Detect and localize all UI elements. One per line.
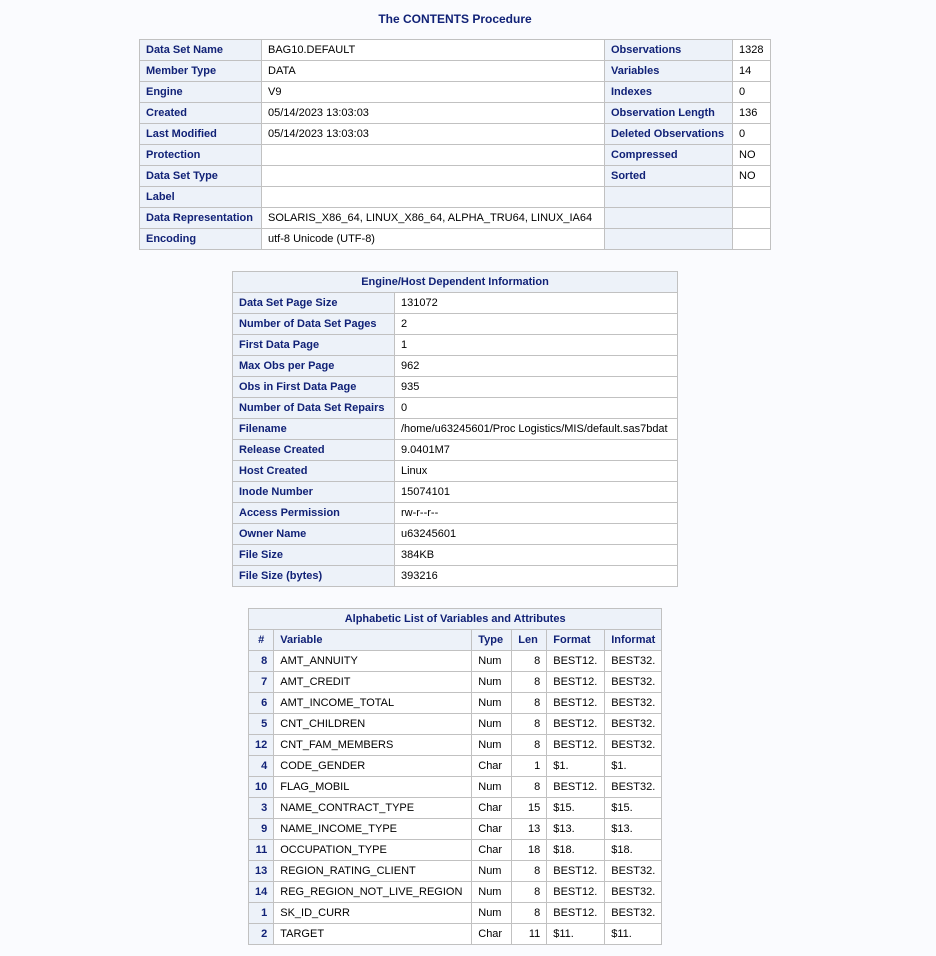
attribute-value-2: NO bbox=[733, 166, 771, 187]
engine-label: Data Set Page Size bbox=[233, 293, 395, 314]
variable-name: FLAG_MOBIL bbox=[274, 777, 472, 798]
engine-row bbox=[233, 314, 678, 335]
attribute-value-2: 0 bbox=[733, 82, 771, 103]
attribute-label: Encoding bbox=[140, 229, 262, 250]
attribute-label-2 bbox=[605, 187, 733, 208]
variable-format: BEST12. bbox=[547, 651, 605, 672]
variable-number: 9 bbox=[249, 819, 274, 840]
attribute-value: utf-8 Unicode (UTF-8) bbox=[262, 229, 605, 250]
attribute-row bbox=[140, 61, 771, 82]
engine-host-table bbox=[232, 271, 678, 587]
attribute-value-2: 136 bbox=[733, 103, 771, 124]
variable-row bbox=[249, 861, 662, 882]
engine-row bbox=[233, 398, 678, 419]
engine-label: File Size (bytes) bbox=[233, 566, 395, 587]
engine-label: Inode Number bbox=[233, 482, 395, 503]
engine-label: Owner Name bbox=[233, 524, 395, 545]
variable-len: 13 bbox=[512, 819, 547, 840]
variable-format: BEST12. bbox=[547, 882, 605, 903]
variable-name: SK_ID_CURR bbox=[274, 903, 472, 924]
engine-label: First Data Page bbox=[233, 335, 395, 356]
attribute-value: 05/14/2023 13:03:03 bbox=[262, 124, 605, 145]
attribute-value: SOLARIS_X86_64, LINUX_X86_64, ALPHA_TRU64, LINUX_IA64 bbox=[262, 208, 605, 229]
engine-row bbox=[233, 356, 678, 377]
variable-number: 5 bbox=[249, 714, 274, 735]
attribute-label: Data Representation bbox=[140, 208, 262, 229]
variable-type: Num bbox=[472, 714, 512, 735]
attribute-row bbox=[140, 82, 771, 103]
variable-type: Num bbox=[472, 903, 512, 924]
engine-row bbox=[233, 503, 678, 524]
attribute-value: 05/14/2023 13:03:03 bbox=[262, 103, 605, 124]
attribute-row bbox=[140, 208, 771, 229]
variable-type: Char bbox=[472, 924, 512, 945]
attribute-value-2 bbox=[733, 229, 771, 250]
variable-len: 18 bbox=[512, 840, 547, 861]
variable-informat: $18. bbox=[605, 840, 662, 861]
attribute-row bbox=[140, 187, 771, 208]
variable-row bbox=[249, 840, 662, 861]
variable-type: Num bbox=[472, 777, 512, 798]
engine-value: 1 bbox=[395, 335, 678, 356]
variable-name: CNT_CHILDREN bbox=[274, 714, 472, 735]
attribute-label: Data Set Type bbox=[140, 166, 262, 187]
variable-len: 11 bbox=[512, 924, 547, 945]
variable-row bbox=[249, 903, 662, 924]
variable-name: CNT_FAM_MEMBERS bbox=[274, 735, 472, 756]
variable-type: Char bbox=[472, 840, 512, 861]
variable-name: NAME_INCOME_TYPE bbox=[274, 819, 472, 840]
variable-name: OCCUPATION_TYPE bbox=[274, 840, 472, 861]
attribute-value-2: 14 bbox=[733, 61, 771, 82]
engine-row bbox=[233, 335, 678, 356]
engine-label: Obs in First Data Page bbox=[233, 377, 395, 398]
attribute-label: Member Type bbox=[140, 61, 262, 82]
attribute-label: Last Modified bbox=[140, 124, 262, 145]
attribute-row bbox=[140, 229, 771, 250]
variable-number: 6 bbox=[249, 693, 274, 714]
variable-row bbox=[249, 924, 662, 945]
variable-type: Num bbox=[472, 651, 512, 672]
attribute-value-2: 0 bbox=[733, 124, 771, 145]
engine-value: 935 bbox=[395, 377, 678, 398]
variable-number: 7 bbox=[249, 672, 274, 693]
variable-format: BEST12. bbox=[547, 714, 605, 735]
attribute-row bbox=[140, 103, 771, 124]
engine-row bbox=[233, 524, 678, 545]
engine-label: Number of Data Set Pages bbox=[233, 314, 395, 335]
engine-value: 2 bbox=[395, 314, 678, 335]
attribute-row bbox=[140, 40, 771, 61]
variable-name: NAME_CONTRACT_TYPE bbox=[274, 798, 472, 819]
variable-format: $15. bbox=[547, 798, 605, 819]
variable-len: 8 bbox=[512, 714, 547, 735]
variable-format: BEST12. bbox=[547, 777, 605, 798]
variable-len: 8 bbox=[512, 651, 547, 672]
variable-len: 8 bbox=[512, 672, 547, 693]
variable-informat: $15. bbox=[605, 798, 662, 819]
variable-informat: BEST32. bbox=[605, 777, 662, 798]
variable-informat: BEST32. bbox=[605, 651, 662, 672]
engine-label: Access Permission bbox=[233, 503, 395, 524]
variable-row bbox=[249, 714, 662, 735]
engine-row bbox=[233, 293, 678, 314]
attribute-label-2: Sorted bbox=[605, 166, 733, 187]
engine-value: 393216 bbox=[395, 566, 678, 587]
variable-number: 13 bbox=[249, 861, 274, 882]
variable-row bbox=[249, 672, 662, 693]
engine-label: Max Obs per Page bbox=[233, 356, 395, 377]
variable-name: AMT_ANNUITY bbox=[274, 651, 472, 672]
engine-label: Host Created bbox=[233, 461, 395, 482]
variable-type: Num bbox=[472, 861, 512, 882]
variable-len: 8 bbox=[512, 735, 547, 756]
variable-format: $11. bbox=[547, 924, 605, 945]
col-num-header: # bbox=[249, 630, 274, 651]
variable-name: AMT_CREDIT bbox=[274, 672, 472, 693]
dataset-attributes-table bbox=[139, 39, 771, 250]
variable-len: 8 bbox=[512, 903, 547, 924]
variable-format: BEST12. bbox=[547, 672, 605, 693]
engine-label: Release Created bbox=[233, 440, 395, 461]
attribute-label-2: Variables bbox=[605, 61, 733, 82]
attribute-value bbox=[262, 145, 605, 166]
engine-table-header: Engine/Host Dependent Information bbox=[233, 272, 678, 293]
variable-row bbox=[249, 798, 662, 819]
engine-row bbox=[233, 419, 678, 440]
variable-number: 12 bbox=[249, 735, 274, 756]
attribute-label-2: Compressed bbox=[605, 145, 733, 166]
engine-value: rw-r--r-- bbox=[395, 503, 678, 524]
variable-row bbox=[249, 735, 662, 756]
engine-value: 384KB bbox=[395, 545, 678, 566]
attribute-label: Protection bbox=[140, 145, 262, 166]
attribute-label: Created bbox=[140, 103, 262, 124]
attribute-value: V9 bbox=[262, 82, 605, 103]
variable-name: TARGET bbox=[274, 924, 472, 945]
variable-format: $13. bbox=[547, 819, 605, 840]
attribute-label-2 bbox=[605, 229, 733, 250]
attribute-value-2 bbox=[733, 208, 771, 229]
attribute-label-2 bbox=[605, 208, 733, 229]
attribute-value bbox=[262, 187, 605, 208]
variable-type: Char bbox=[472, 798, 512, 819]
variable-row bbox=[249, 693, 662, 714]
engine-value: /home/u63245601/Proc Logistics/MIS/default.sas7bdat bbox=[395, 419, 678, 440]
variable-informat: $13. bbox=[605, 819, 662, 840]
variable-informat: BEST32. bbox=[605, 693, 662, 714]
variable-informat: BEST32. bbox=[605, 672, 662, 693]
attribute-value: DATA bbox=[262, 61, 605, 82]
engine-value: 962 bbox=[395, 356, 678, 377]
variable-informat: BEST32. bbox=[605, 861, 662, 882]
attribute-row bbox=[140, 145, 771, 166]
variable-type: Num bbox=[472, 735, 512, 756]
variable-type: Num bbox=[472, 882, 512, 903]
variable-row bbox=[249, 651, 662, 672]
variable-len: 8 bbox=[512, 693, 547, 714]
variable-len: 8 bbox=[512, 882, 547, 903]
variable-len: 8 bbox=[512, 777, 547, 798]
variable-len: 8 bbox=[512, 861, 547, 882]
attribute-row bbox=[140, 166, 771, 187]
attribute-label: Label bbox=[140, 187, 262, 208]
variable-format: BEST12. bbox=[547, 735, 605, 756]
variable-number: 14 bbox=[249, 882, 274, 903]
variable-row bbox=[249, 819, 662, 840]
engine-row bbox=[233, 566, 678, 587]
attribute-value-2: 1328 bbox=[733, 40, 771, 61]
variable-row bbox=[249, 882, 662, 903]
variable-format: BEST12. bbox=[547, 693, 605, 714]
variable-format: BEST12. bbox=[547, 861, 605, 882]
engine-label: File Size bbox=[233, 545, 395, 566]
variable-row bbox=[249, 777, 662, 798]
variable-name: CODE_GENDER bbox=[274, 756, 472, 777]
engine-value: Linux bbox=[395, 461, 678, 482]
variable-number: 4 bbox=[249, 756, 274, 777]
variable-name: AMT_INCOME_TOTAL bbox=[274, 693, 472, 714]
variable-format: $18. bbox=[547, 840, 605, 861]
variable-type: Num bbox=[472, 672, 512, 693]
col-format-header: Format bbox=[547, 630, 605, 651]
col-len-header: Len bbox=[512, 630, 547, 651]
variable-informat: $1. bbox=[605, 756, 662, 777]
variable-type: Char bbox=[472, 819, 512, 840]
variable-len: 15 bbox=[512, 798, 547, 819]
engine-value: 0 bbox=[395, 398, 678, 419]
attribute-value: BAG10.DEFAULT bbox=[262, 40, 605, 61]
variables-table-header: Alphabetic List of Variables and Attributes bbox=[249, 609, 662, 630]
col-informat-header: Informat bbox=[605, 630, 662, 651]
variable-informat: BEST32. bbox=[605, 903, 662, 924]
variable-number: 1 bbox=[249, 903, 274, 924]
variable-type: Char bbox=[472, 756, 512, 777]
variable-format: $1. bbox=[547, 756, 605, 777]
attribute-label-2: Observations bbox=[605, 40, 733, 61]
engine-row bbox=[233, 545, 678, 566]
engine-value: 131072 bbox=[395, 293, 678, 314]
variable-informat: BEST32. bbox=[605, 882, 662, 903]
variable-informat: $11. bbox=[605, 924, 662, 945]
attribute-label-2: Deleted Observations bbox=[605, 124, 733, 145]
attribute-label: Engine bbox=[140, 82, 262, 103]
engine-value: 9.0401M7 bbox=[395, 440, 678, 461]
variable-number: 8 bbox=[249, 651, 274, 672]
attribute-label: Data Set Name bbox=[140, 40, 262, 61]
engine-row bbox=[233, 482, 678, 503]
variables-table bbox=[248, 608, 662, 945]
variable-type: Num bbox=[472, 693, 512, 714]
attribute-label-2: Observation Length bbox=[605, 103, 733, 124]
variable-format: BEST12. bbox=[547, 903, 605, 924]
engine-row bbox=[233, 461, 678, 482]
attribute-row bbox=[140, 124, 771, 145]
variable-informat: BEST32. bbox=[605, 714, 662, 735]
engine-row bbox=[233, 440, 678, 461]
engine-row bbox=[233, 377, 678, 398]
variable-informat: BEST32. bbox=[605, 735, 662, 756]
variable-name: REG_REGION_NOT_LIVE_REGION bbox=[274, 882, 472, 903]
attribute-value bbox=[262, 166, 605, 187]
attribute-value-2: NO bbox=[733, 145, 771, 166]
variable-number: 2 bbox=[249, 924, 274, 945]
variable-number: 11 bbox=[249, 840, 274, 861]
attribute-value-2 bbox=[733, 187, 771, 208]
variable-row bbox=[249, 756, 662, 777]
col-type-header: Type bbox=[472, 630, 512, 651]
variable-number: 3 bbox=[249, 798, 274, 819]
engine-label: Filename bbox=[233, 419, 395, 440]
engine-value: u63245601 bbox=[395, 524, 678, 545]
variable-len: 1 bbox=[512, 756, 547, 777]
col-variable-header: Variable bbox=[274, 630, 472, 651]
variable-name: REGION_RATING_CLIENT bbox=[274, 861, 472, 882]
page-title: The CONTENTS Procedure bbox=[378, 12, 532, 26]
engine-label: Number of Data Set Repairs bbox=[233, 398, 395, 419]
engine-value: 15074101 bbox=[395, 482, 678, 503]
variable-number: 10 bbox=[249, 777, 274, 798]
attribute-label-2: Indexes bbox=[605, 82, 733, 103]
